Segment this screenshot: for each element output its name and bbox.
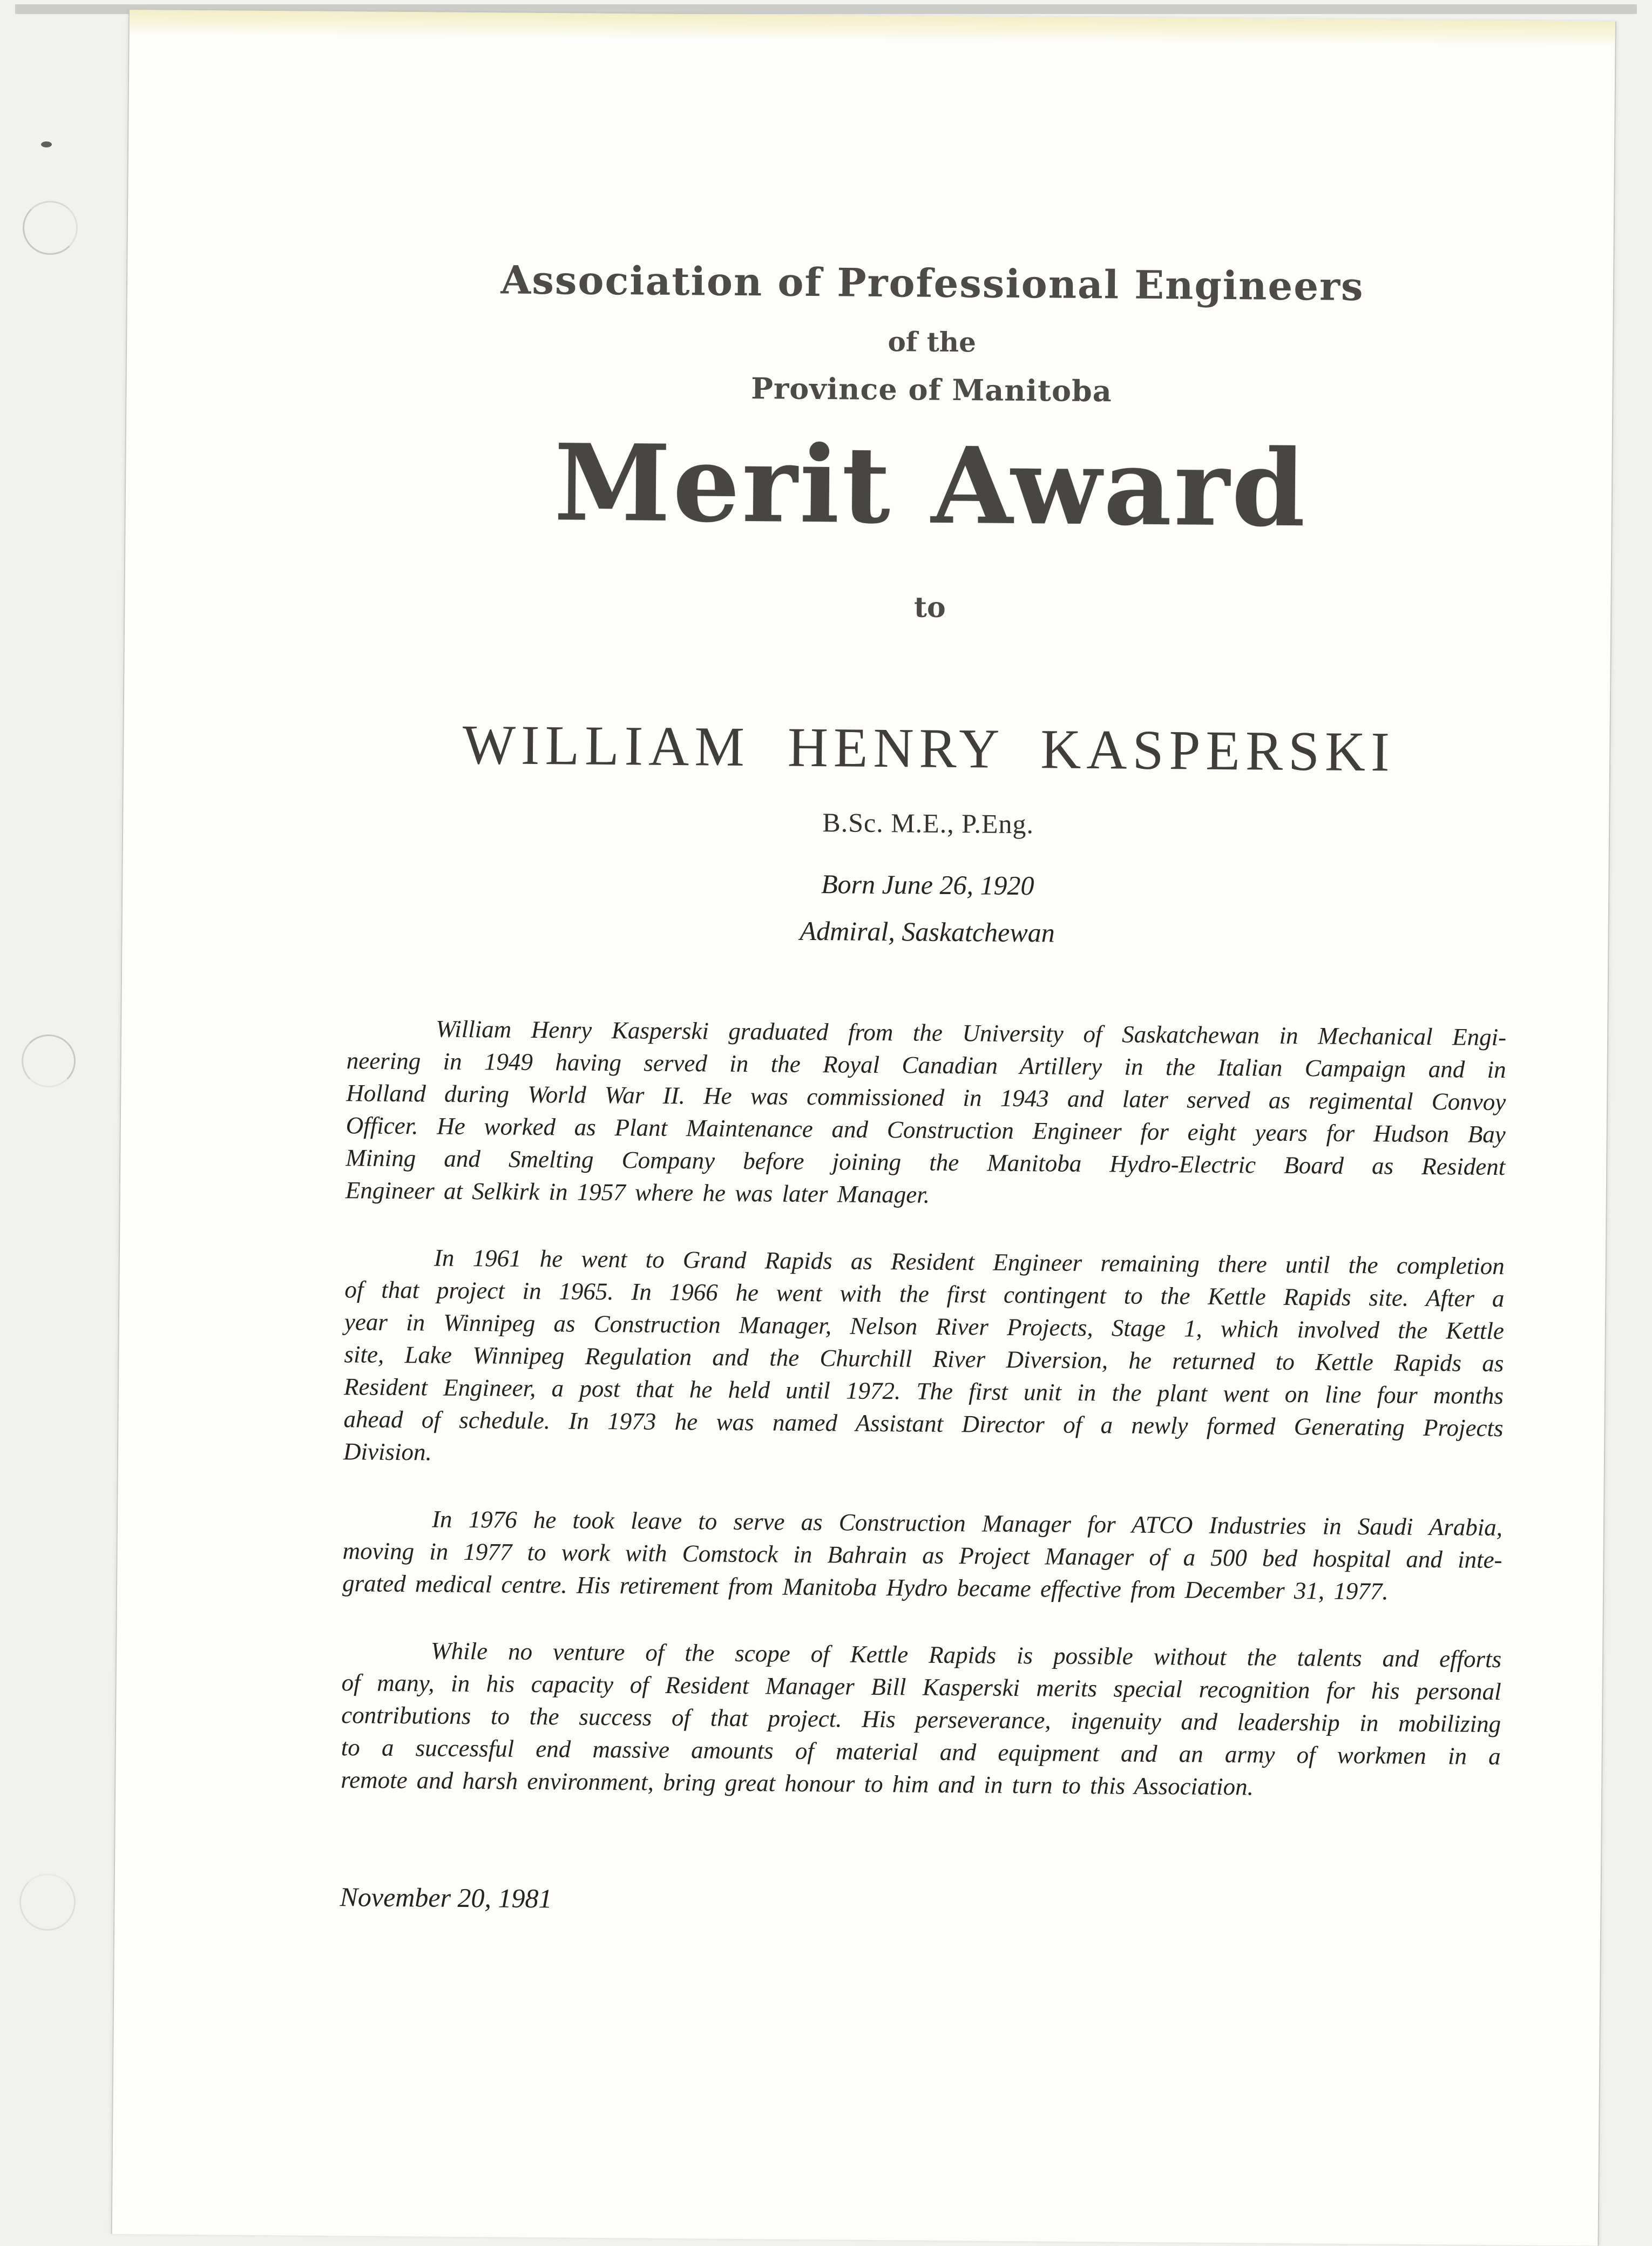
document-page — [111, 10, 1616, 2246]
paragraph-line: Officer. He worked as Plant Maintenance and Construction Engineer for eight years for Hudson Bay — [346, 1112, 1506, 1148]
paragraphs — [341, 1012, 1507, 1839]
paragraph-line: Engineer at Selkirk in 1957 where he was later Manager. — [345, 1176, 930, 1208]
body-paragraph — [346, 1012, 1507, 1215]
paragraph-line: moving in 1977 to work with Comstock in Bahrain as Project Manager of a 500 bed hospital and inte- — [342, 1537, 1502, 1574]
birthplace-line: Admiral, Saskatchewan — [800, 915, 1055, 948]
paragraph-line: neering in 1949 having served in the Royal Canadian Artillery in the Italian Campaign and in — [346, 1047, 1506, 1084]
paragraph-line: Resident Engineer, a post that he held until 1972. The first unit in the plant went on line four months — [343, 1373, 1504, 1410]
hole-punch-mark — [22, 1034, 76, 1087]
recipient-name: WILLIAM HENRY KASPERSKI — [462, 713, 1396, 783]
hole-punch-mark — [19, 1873, 76, 1931]
paragraph-line: contributions to the success of that project. His perseverance, ingenuity and leadership in mobilizing — [341, 1701, 1501, 1738]
organization-name-line1: Association of Professional Engineers — [500, 256, 1364, 309]
award-title: Merit Award — [553, 421, 1308, 551]
paragraph-line: While no venture of the scope of Kettle Rapids is possible without the talents and efforts — [430, 1637, 1502, 1673]
to-label: to — [913, 591, 946, 624]
paragraph-line: remote and harsh environment, bring great honour to him and in turn to this Association. — [341, 1766, 1254, 1801]
paragraph-line: grated medical centre. His retirement from Manitoba Hydro became effective from December 31, 1977. — [342, 1570, 1389, 1605]
hole-punch-mark — [23, 201, 78, 255]
recipient-credentials: B.Sc. M.E., P.Eng. — [822, 807, 1034, 840]
body-paragraph — [342, 1502, 1502, 1608]
paragraph-line: Division. — [343, 1438, 432, 1466]
paragraph-line: year in Winnipeg as Construction Manager, Nelson River Projects, Stage 1, which involved the Kettle — [344, 1308, 1505, 1345]
paragraph-line: Mining and Smelting Company before joining the Manitoba Hydro-Electric Board as Resident — [346, 1144, 1506, 1181]
organization-name-line3: Province of Manitoba — [750, 371, 1113, 409]
organization-name-line2: of the — [888, 326, 977, 358]
paragraph-line: ahead of schedule. In 1973 he was named Assistant Director of a newly formed Generating Projects — [343, 1405, 1504, 1442]
award-date: November 20, 1981 — [340, 1882, 552, 1914]
paragraph-line: of that project in 1965. In 1966 he went with the first contingent to the Kettle Rapids site. After a — [344, 1276, 1505, 1313]
body-paragraph — [341, 1634, 1501, 1805]
paragraph-line: In 1976 he took leave to serve as Construction Manager for ATCO Industries in Saudi Arabia, — [431, 1505, 1503, 1541]
certificate-content — [337, 11, 1514, 2245]
ink-speck — [41, 141, 52, 147]
paragraph-line: In 1961 he went to Grand Rapids as Resident Engineer remaining there until the completion — [434, 1244, 1505, 1280]
birth-date-line: Born June 26, 1920 — [821, 869, 1034, 901]
paragraph-line: of many, in his capacity of Resident Manager Bill Kasperski merits special recognition for his personal — [341, 1669, 1501, 1706]
paragraph-line: Holland during World War II. He was commissioned in 1943 and later served as regimental Convoy — [346, 1079, 1506, 1116]
body-paragraph — [343, 1241, 1505, 1477]
paragraph-line: William Henry Kasperski graduated from the University of Saskatchewan in Mechanical Engi- — [435, 1015, 1507, 1051]
paragraph-line: site, Lake Winnipeg Regulation and the Churchill River Diversion, he returned to Kettle Rapids as — [344, 1341, 1504, 1377]
paragraph-line: to a successful end massive amounts of material and equipment and an army of workmen in a — [341, 1734, 1501, 1770]
